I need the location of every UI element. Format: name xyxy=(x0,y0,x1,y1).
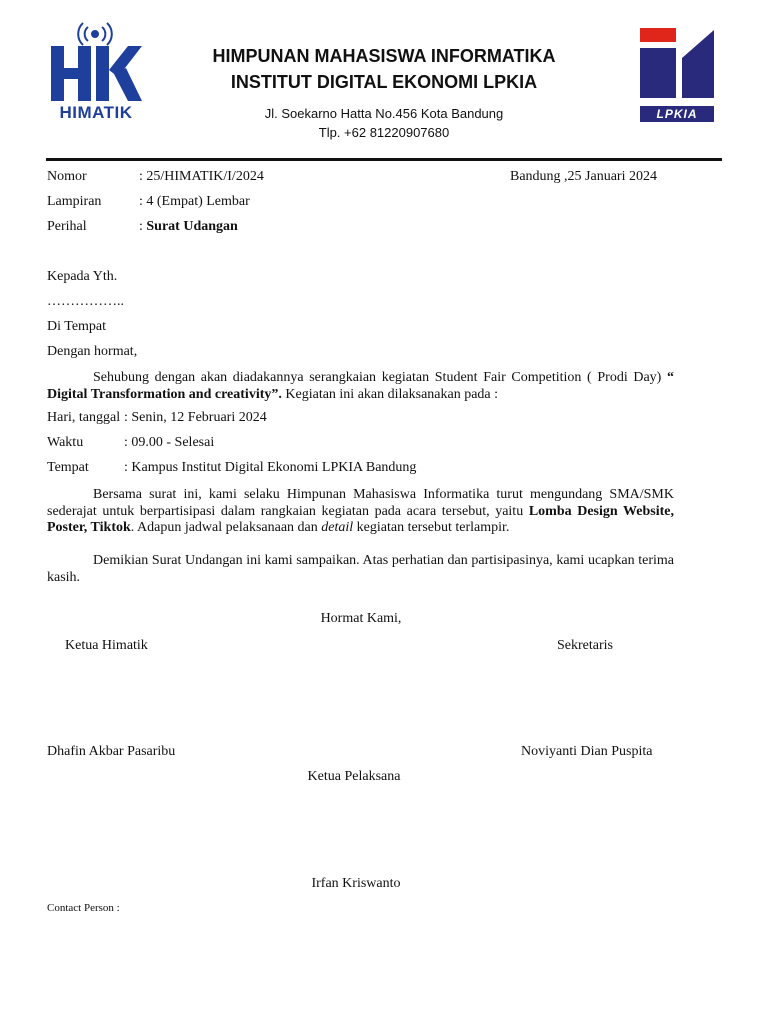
paragraph-invitation xyxy=(47,487,674,537)
invitation-text-3: kegiatan tersebut terlampir. xyxy=(353,520,510,535)
paragraph-closing xyxy=(47,553,674,586)
header-divider xyxy=(46,158,722,161)
lpkia-logo xyxy=(640,28,716,124)
perihal-row xyxy=(139,219,238,235)
intro-text: Sehubung dengan akan diadakannya serangkaian kegiatan Student Fair Competition ( Prodi Day) xyxy=(93,370,667,385)
perihal-value: Surat Udangan xyxy=(146,219,238,234)
center-signatory-role: Ketua Pelaksana xyxy=(307,769,401,784)
recipient-place: Di Tempat xyxy=(47,319,107,334)
closing-text: Demikian Surat Undangan ini kami sampaikan. Atas perhatian dan partisipasinya, kami ucapkan terima kasih. xyxy=(47,553,674,585)
place-date: Bandung ,25 Januari 2024 xyxy=(510,169,657,184)
hari-value: : Senin, 12 Februari 2024 xyxy=(124,410,267,425)
lpkia-logo-text: LPKIA xyxy=(656,107,698,121)
tempat-label: Tempat xyxy=(47,460,89,475)
recipient-dots: …………….. xyxy=(47,294,124,309)
waktu-label: Waktu xyxy=(47,435,84,450)
right-signatory-name: Noviyanti Dian Puspita xyxy=(521,744,653,759)
left-signatory-name: Dhafin Akbar Pasaribu xyxy=(47,744,176,759)
hari-label: Hari, tanggal xyxy=(47,410,121,425)
invitation-text: Bersama surat ini, kami selaku Himpunan Mahasiswa Informatika turut mengundang SMA/SMK sederajat untuk berpartisipasi dalam rangkaian kegiatan pada acara tersebut, yaitu xyxy=(47,487,674,519)
address: Jl. Soekarno Hatta No.456 Kota Bandung xyxy=(264,106,504,121)
event-theme: “ Digital Transformation and creativity”. xyxy=(47,370,674,402)
left-signatory-role: Ketua Himatik xyxy=(65,638,148,653)
right-signatory-role: Sekretaris xyxy=(557,638,613,653)
invitation-text-2: . Adapun jadwal pelaksanaan dan xyxy=(130,520,322,535)
nomor-label: Nomor xyxy=(47,169,87,184)
center-signatory-name: Irfan Kriswanto xyxy=(311,876,401,891)
closing-salutation: Hormat Kami, xyxy=(320,611,402,626)
phone: Tlp. +62 81220907680 xyxy=(318,125,450,140)
greeting: Dengan hormat, xyxy=(47,344,138,359)
competition-list: Lomba Design Website, Poster, Tiktok xyxy=(47,503,674,535)
paragraph-intro xyxy=(47,370,674,403)
nomor-value: : 25/HIMATIK/I/2024 xyxy=(139,169,264,184)
org-name: HIMPUNAN MAHASISWA INFORMATIKA xyxy=(212,46,556,66)
himatik-logo-text: HIMATIK xyxy=(59,103,133,122)
perihal-label: Perihal xyxy=(47,219,87,234)
perihal-colon: : xyxy=(139,219,147,234)
waktu-value: : 09.00 - Selesai xyxy=(124,435,215,450)
recipient-to: Kepada Yth. xyxy=(47,269,118,284)
contact-person: Contact Person : xyxy=(47,902,120,914)
lampiran-label: Lampiran xyxy=(47,194,102,209)
tempat-value: : Kampus Institut Digital Ekonomi LPKIA Bandung xyxy=(124,460,417,475)
institute-name: INSTITUT DIGITAL EKONOMI LPKIA xyxy=(230,72,538,92)
lampiran-value: : 4 (Empat) Lembar xyxy=(139,194,250,209)
detail-word: detail xyxy=(321,520,354,535)
intro-tail: Kegiatan ini akan dilaksanakan pada : xyxy=(281,386,499,402)
